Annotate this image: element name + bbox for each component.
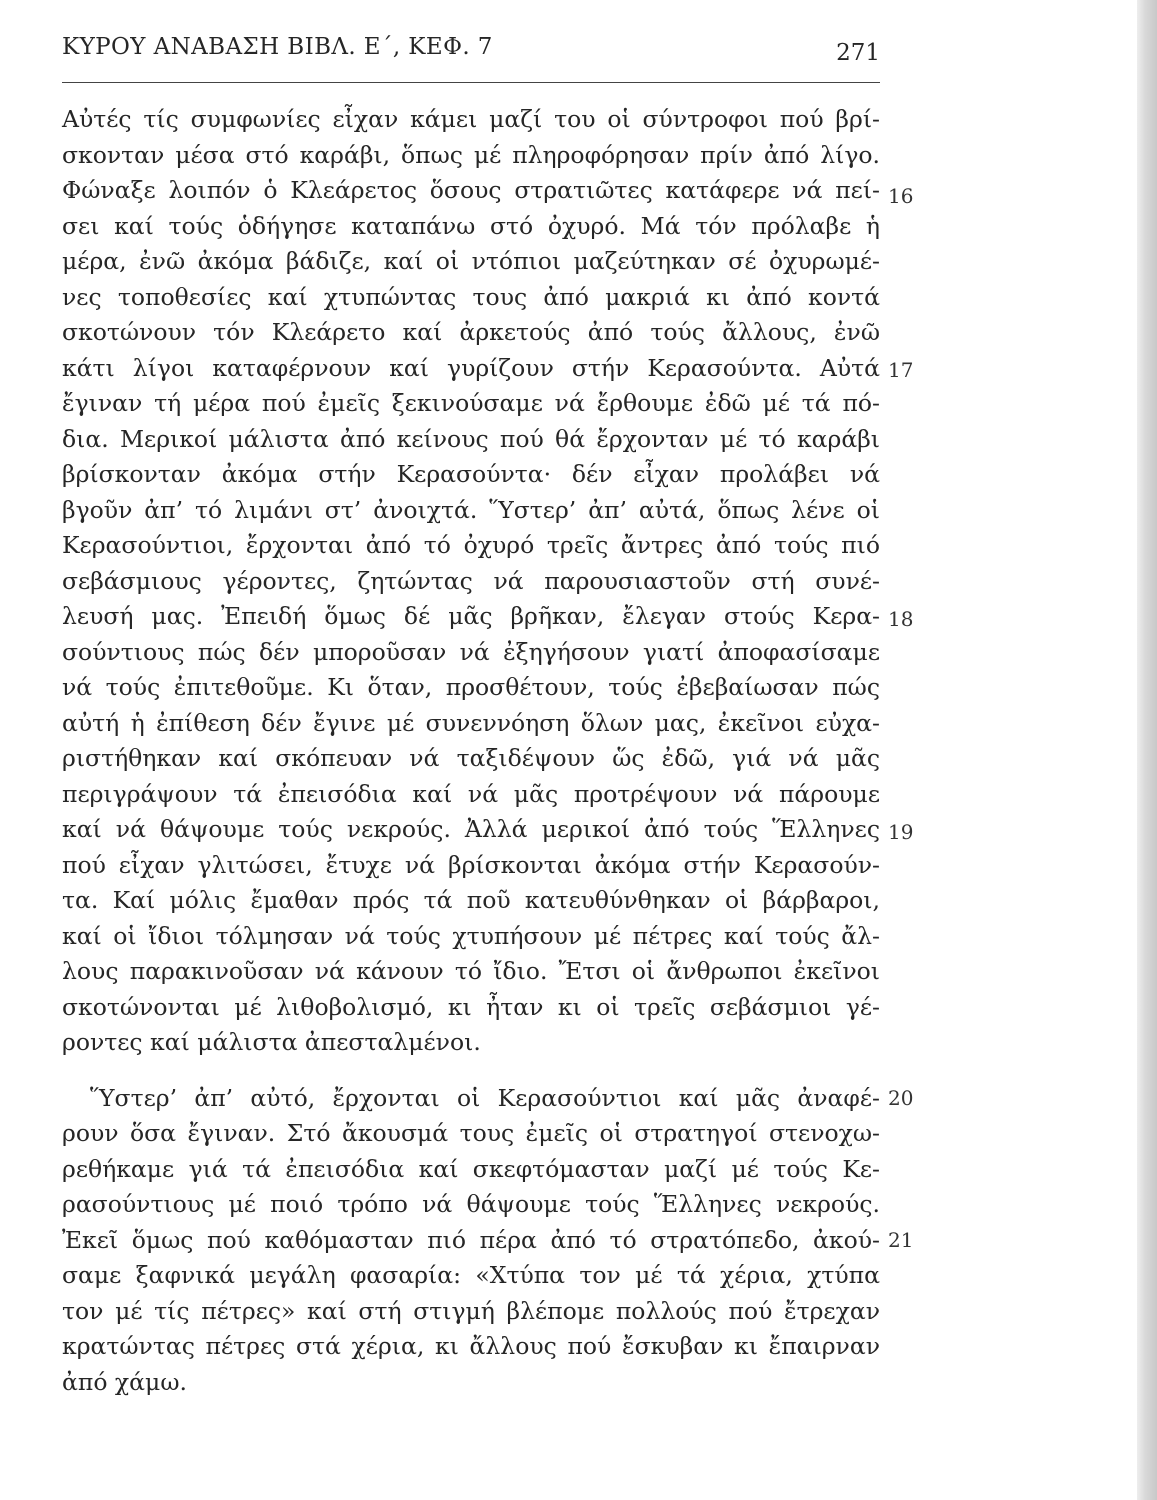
- text-line: ριστήθηκαν καί σκόπευαν νά ταξιδέψουν ὥς ἐδῶ, γιά νά μᾶς: [62, 744, 880, 772]
- text-line: καί οἱ ἴδιοι τόλμησαν νά τούς χτυπήσουν μέ πέτρες καί τούς ἄλ-: [62, 922, 880, 950]
- section-number: 21: [888, 1228, 914, 1252]
- text-line: μέρα, ἐνῶ ἀκόμα βάδιζε, καί οἱ ντόπιοι μαζεύτηκαν σέ ὀχυρωμέ-: [62, 247, 880, 275]
- text-line: ρεθήκαμε γιά τά ἐπεισόδια καί σκεφτόμασταν μαζί μέ τούς Κε-: [62, 1155, 880, 1183]
- text-line: Φώναξε λοιπόν ὁ Κλεάρετος ὅσους στρατιῶτες κατάφερε νά πεί-: [62, 176, 880, 204]
- text-line: ρασούντιους μέ ποιό τρόπο νά θάψουμε τούς Ἕλληνες νεκρούς.: [62, 1190, 880, 1218]
- text-line: βρίσκονταν ἀκόμα στήν Κερασούντα· δέν εἶχαν προλάβει νά: [62, 460, 880, 488]
- text-line: τον μέ τίς πέτρες» καί στή στιγμή βλέπομε πολλούς πού ἔτρεχαν: [62, 1297, 880, 1325]
- section-number: 20: [888, 1086, 914, 1110]
- section-number: 17: [888, 358, 914, 382]
- text-line: βγοῦν ἀπ’ τό λιμάνι στ’ ἀνοιχτά. Ὕστερ’ ἀπ’ αὐτά, ὅπως λένε οἱ: [62, 496, 880, 524]
- section-number: 19: [888, 820, 914, 844]
- running-title: ΚΥΡΟΥ ΑΝΑΒΑΣΗ ΒΙΒΛ. Ε΄, ΚΕΦ. 7: [62, 34, 493, 60]
- text-line: λους παρακινοῦσαν νά κάνουν τό ἴδιο. Ἔτσι οἱ ἄνθρωποι ἐκεῖνοι: [62, 957, 880, 985]
- text-line: περιγράψουν τά ἐπεισόδια καί νά μᾶς προτρέψουν νά πάρουμε: [62, 780, 880, 808]
- section-number: 16: [888, 184, 914, 208]
- text-line: τα. Καί μόλις ἔμαθαν πρός τά ποῦ κατευθύνθηκαν οἱ βάρβαροι,: [62, 886, 880, 914]
- text-line: Ἐκεῖ ὅμως πού καθόμασταν πιό πέρα ἀπό τό στρατόπεδο, ἀκού-: [62, 1226, 880, 1254]
- text-line: δια. Μερικοί μάλιστα ἀπό κείνους πού θά ἔρχονταν μέ τό καράβι: [62, 425, 880, 453]
- text-line: ροντες καί μάλιστα ἀπεσταλμένοι.: [62, 1028, 481, 1056]
- running-header: [62, 34, 880, 80]
- text-line: Αὐτές τίς συμφωνίες εἶχαν κάμει μαζί του οἱ σύντροφοι πού βρί-: [62, 105, 880, 133]
- text-line: κρατώντας πέτρες στά χέρια, κι ἄλλους πού ἔσκυβαν κι ἔπαιρναν: [62, 1332, 880, 1360]
- text-line: ἀπό χάμω.: [62, 1368, 187, 1396]
- text-line: σούντιους πώς δέν μποροῦσαν νά ἐξηγήσουν γιατί ἀποφασίσαμε: [62, 638, 880, 666]
- text-line: ἔγιναν τή μέρα πού ἐμεῖς ξεκινούσαμε νά ἔρθουμε ἐδῶ μέ τά πό-: [62, 389, 880, 417]
- text-line: νες τοποθεσίες καί χτυπώντας τους ἀπό μακριά κι ἀπό κοντά: [62, 283, 880, 311]
- text-line: ρουν ὅσα ἔγιναν. Στό ἄκουσμά τους ἐμεῖς οἱ στρατηγοί στενοχω-: [62, 1119, 880, 1147]
- text-line: Ὕστερ’ ἀπ’ αὐτό, ἔρχονται οἱ Κερασούντιοι καί μᾶς ἀναφέ-: [90, 1084, 880, 1112]
- text-line: σαμε ξαφνικά μεγάλη φασαρία: «Χτύπα τον μέ τά χέρια, χτύπα: [62, 1261, 880, 1289]
- text-line: λευσή μας. Ἐπειδή ὅμως δέ μᾶς βρῆκαν, ἔλεγαν στούς Κερα-: [62, 602, 880, 630]
- text-line: σκοτώνουν τόν Κλεάρετο καί ἀρκετούς ἀπό τούς ἄλλους, ἐνῶ: [62, 318, 880, 346]
- text-line: νά τούς ἐπιτεθοῦμε. Κι ὅταν, προσθέτουν, τούς ἐβεβαίωσαν πώς: [62, 673, 880, 701]
- section-number: 18: [888, 607, 914, 631]
- page-number: 271: [836, 40, 880, 66]
- text-line: αὐτή ἡ ἐπίθεση δέν ἔγινε μέ συνεννόηση ὅλων μας, ἐκεῖνοι εὐχα-: [62, 709, 880, 737]
- text-line: σκονταν μέσα στό καράβι, ὅπως μέ πληροφόρησαν πρίν ἀπό λίγο.: [62, 141, 880, 169]
- text-line: κάτι λίγοι καταφέρνουν καί γυρίζουν στήν Κερασούντα. Αὐτά: [62, 354, 880, 382]
- page-edge-shadow: [1137, 0, 1157, 1500]
- text-line: σει καί τούς ὁδήγησε καταπάνω στό ὀχυρό. Μά τόν πρόλαβε ἡ: [62, 212, 880, 240]
- text-line: σεβάσμιους γέροντες, ζητώντας νά παρουσιαστοῦν στή συνέ-: [62, 567, 880, 595]
- text-line: καί νά θάψουμε τούς νεκρούς. Ἀλλά μερικοί ἀπό τούς Ἕλληνες: [62, 815, 880, 843]
- text-line: Κερασούντιοι, ἔρχονται ἀπό τό ὀχυρό τρεῖς ἄντρες ἀπό τούς πιό: [62, 531, 880, 559]
- text-line: πού εἶχαν γλιτώσει, ἔτυχε νά βρίσκονται ἀκόμα στήν Κερασούν-: [62, 851, 880, 879]
- header-rule: [62, 82, 880, 83]
- text-line: σκοτώνονται μέ λιθοβολισμό, κι ἦταν κι οἱ τρεῖς σεβάσμιοι γέ-: [62, 993, 880, 1021]
